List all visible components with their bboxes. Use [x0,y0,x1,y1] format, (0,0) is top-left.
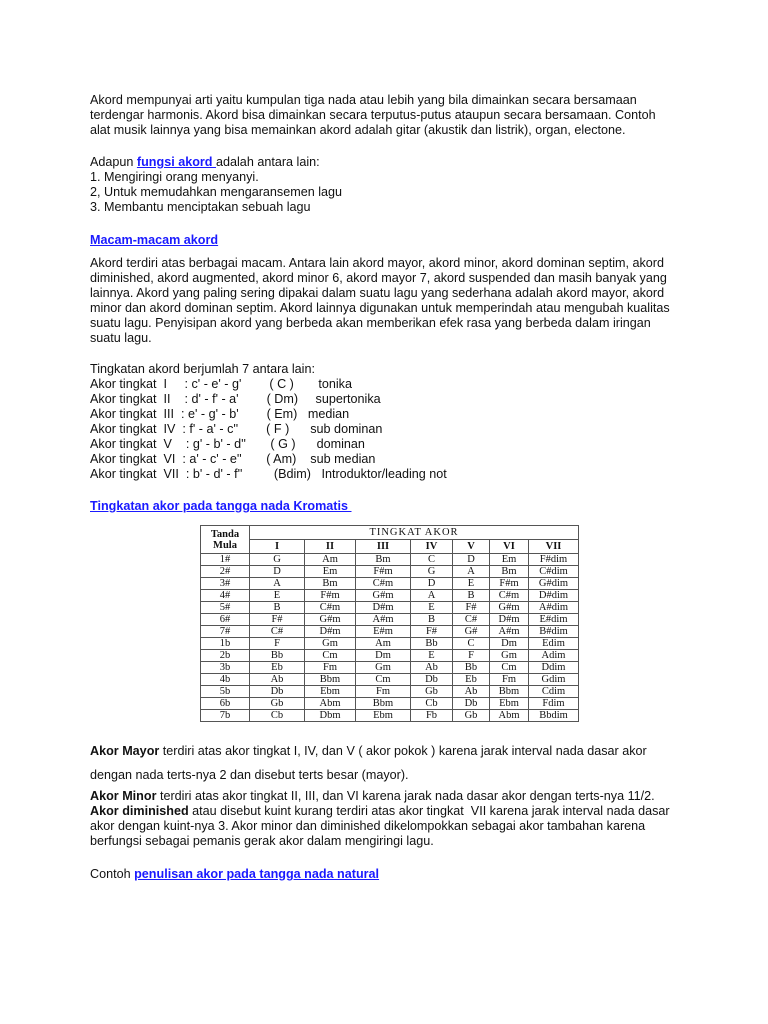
fungsi-item: 3. Membantu menciptakan sebuah lagu [90,200,311,214]
chord-cell: Gdim [529,674,579,686]
intro-line: Akord mempunyai arti yaitu kumpulan tiga nada atau lebih yang bila dimainkan secara bersamaan [90,93,637,107]
tanda-mula-cell: 1b [201,638,250,650]
chord-cell: B [453,590,490,602]
tanda-mula-cell: 2# [201,566,250,578]
column-header-row [201,540,579,554]
chord-cell: D [250,566,305,578]
chord-cell: Eb [453,674,490,686]
tingkatan-line: Akor tingkat VII : b' - d' - f'' (Bdim) Introduktor/leading not [90,467,447,481]
macam-line: suatu lagu. [90,331,152,345]
tanda-mula-cell: 5# [201,602,250,614]
chord-cell: E#dim [529,614,579,626]
chord-cell: B [411,614,453,626]
tingkatan-line: Akor tingkat V : g' - b' - d'' ( G ) dominan [90,437,365,451]
chord-cell: D#m [490,614,529,626]
chord-cell: Fm [305,662,356,674]
chord-cell: Bb [250,650,305,662]
chord-cell: E#m [356,626,411,638]
chord-cell: Cb [411,698,453,710]
chord-cell: Abm [305,698,356,710]
chord-cell: B#dim [529,626,579,638]
chord-cell: Bbm [490,686,529,698]
tanda-mula-cell: 4# [201,590,250,602]
kromatis-link[interactable]: Tingkatan akor pada tangga nada Kromatis [90,499,352,513]
tanda-label: Tanda [210,528,240,540]
chord-cell: Ab [250,674,305,686]
chord-cell: Cm [356,674,411,686]
tanda-mula-cell: 7# [201,626,250,638]
chord-cell: Bb [411,638,453,650]
chord-cell: D [411,578,453,590]
chord-cell: Ebm [305,686,356,698]
chord-cell: E [411,602,453,614]
chord-cell: Cb [250,710,305,722]
chord-cell: Bm [356,554,411,566]
chord-cell: C# [250,626,305,638]
chord-cell: Bm [305,578,356,590]
column-header: I [250,540,305,554]
chord-table [200,525,579,722]
diminished-line: berfungsi sebagai pemanis gerak akor dalam mengiringi lagu. [90,834,434,848]
table-row [201,578,579,590]
chord-cell: Bbm [356,698,411,710]
minor-line [90,789,670,804]
chord-cell: G [411,566,453,578]
fungsi-prefix: Adapun [90,155,137,169]
column-header: VII [529,540,579,554]
minor-paragraph [90,789,670,849]
chord-cell: Em [490,554,529,566]
chord-cell: Fdim [529,698,579,710]
intro-paragraph [90,93,656,138]
chord-cell: Db [411,674,453,686]
chord-cell: C#m [356,578,411,590]
chord-cell: C#m [490,590,529,602]
fungsi-akord-link[interactable]: fungsi akord [136,155,216,169]
chord-cell: Fb [411,710,453,722]
macam-line: lainnya. Akord yang paling sering dipakai dalam suatu lagu yang sederhana adalah akord mayor, akord [90,286,665,300]
tanda-mula-cell: 5b [201,686,250,698]
mayor-line: dengan nada terts-nya 2 dan disebut terts besar (mayor). [90,768,409,782]
chord-cell: G# [453,626,490,638]
table-row [201,686,579,698]
chord-cell: Bb [453,662,490,674]
chord-cell: Dm [356,650,411,662]
chord-cell: F#m [305,590,356,602]
diminished-line: akor dengan kuint-nya 3. Akor minor dan diminished dikelompokkan sebagai akor tambahan karena [90,819,646,833]
chord-cell: F#m [490,578,529,590]
column-header: IV [411,540,453,554]
table-row [201,566,579,578]
contoh-prefix: Contoh [90,867,135,881]
intro-line: alat musik lainnya yang bisa memainkan akord adalah gitar (akustik dan listrik), organ, electone. [90,123,626,137]
chord-cell: Ebm [490,698,529,710]
chord-cell: F# [411,626,453,638]
chord-cell: Gm [305,638,356,650]
tingkatan-line: Akor tingkat II : d' - f' - a' ( Dm) supertonika [90,392,381,406]
chord-cell: A [250,578,305,590]
chord-cell: Am [356,638,411,650]
macam-line: minor dan akord dominan septim. Akord lainnya digunakan untuk memperindah atau mengubah kualitas [90,301,670,315]
chord-cell: Eb [250,662,305,674]
table-row [201,710,579,722]
table-row [201,626,579,638]
mayor-line [90,744,647,759]
chord-cell: G#m [356,590,411,602]
chord-cell: C [411,554,453,566]
chord-cell: D [453,554,490,566]
tanda-mula-cell: 2b [201,650,250,662]
chord-cell: D#dim [529,590,579,602]
column-header: II [305,540,356,554]
contoh-line [90,867,379,882]
chord-cell: Bm [490,566,529,578]
table-row [201,662,579,674]
tingkatan-line: Akor tingkat I : c' - e' - g' ( C ) tonika [90,377,352,391]
tanda-mula-cell: 7b [201,710,250,722]
akor-diminished-term: Akor diminished [90,804,189,818]
chord-cell: D#m [356,602,411,614]
tanda-mula-header [201,526,250,554]
chord-cell: Gm [490,650,529,662]
chord-table-body [201,554,579,722]
macam-line: Akord terdiri atas berbagai macam. Antara lain akord mayor, akord minor, akord dominan septim, akord [90,256,664,270]
chord-cell: Dm [490,638,529,650]
chord-cell: Abm [490,710,529,722]
chord-cell: F#m [356,566,411,578]
chord-cell: Db [453,698,490,710]
chord-cell: F#dim [529,554,579,566]
tingkat-akor-header: TINGKAT AKOR [250,526,579,540]
fungsi-suffix: adalah antara lain: [216,155,320,169]
tanda-mula-cell: 6b [201,698,250,710]
column-header: V [453,540,490,554]
tingkatan-line: Akor tingkat IV : f' - a' - c'' ( F ) sub dominan [90,422,383,436]
mula-label: Mula [213,539,237,551]
chord-cell: Cm [305,650,356,662]
chord-cell: F# [453,602,490,614]
akor-mayor-term: Akor Mayor [90,744,160,758]
fungsi-item: 1. Mengiringi orang menyanyi. [90,170,259,184]
table-row [201,650,579,662]
tanda-mula-cell: 3# [201,578,250,590]
macam-paragraph [90,256,670,346]
tingkatan-list [90,362,447,482]
chord-cell: Adim [529,650,579,662]
kromatis-heading [90,499,352,514]
macam-akord-link[interactable]: Macam-macam akord [90,233,219,247]
chord-cell: Am [305,554,356,566]
chord-cell: G#dim [529,578,579,590]
table-row [201,698,579,710]
diminished-text: atau disebut kuint kurang terdiri atas akor tingkat VII karena jarak interval nada dasar [188,804,670,818]
chord-cell: C#m [305,602,356,614]
tingkatan-line: Akor tingkat III : e' - g' - b' ( Em) median [90,407,350,421]
table-row [201,602,579,614]
mayor-text: terdiri atas akor tingkat I, IV, dan V ( akor pokok ) karena jarak interval nada dasar akor [159,744,647,758]
chord-cell: A [411,590,453,602]
chord-cell: F# [250,614,305,626]
chord-cell: G#m [305,614,356,626]
chord-cell: Db [250,686,305,698]
chord-cell: Cm [490,662,529,674]
chord-cell: A#m [490,626,529,638]
tanda-mula-cell: 1# [201,554,250,566]
diminished-line [90,804,670,819]
chord-cell: A [453,566,490,578]
chord-cell: C# [453,614,490,626]
column-header: VI [490,540,529,554]
chord-cell: Fm [356,686,411,698]
fungsi-intro [90,155,342,170]
chord-cell: E [250,590,305,602]
intro-line: terdengar harmonis. Akord bisa dimainkan secara terputus-putus ataupun secara bersamaan. Contoh [90,108,656,122]
contoh-text [90,867,379,882]
chord-cell: Dbm [305,710,356,722]
chord-cell: F [250,638,305,650]
column-header: III [356,540,411,554]
chord-cell: Bbm [305,674,356,686]
fungsi-item: 2, Untuk memudahkan mengaransemen lagu [90,185,343,199]
chord-cell: G [250,554,305,566]
macam-heading [90,233,218,248]
chord-cell: E [411,650,453,662]
chord-cell: B [250,602,305,614]
penulisan-akor-link[interactable]: penulisan akor pada tangga nada natural [134,867,380,881]
tingkatan-intro: Tingkatan akord berjumlah 7 antara lain: [90,362,315,376]
chord-cell: Gb [250,698,305,710]
chord-cell: E [453,578,490,590]
akor-minor-term: Akor Minor [90,789,157,803]
fungsi-section [90,155,342,215]
table-row [201,590,579,602]
chord-cell: Gb [411,686,453,698]
chord-cell: Gm [356,662,411,674]
macam-line: suatu lagu. Penyisipan akord yang berbeda akan memberikan efek rasa yang berbeda dalam iringan [90,316,651,330]
chord-cell: Ab [411,662,453,674]
macam-line: diminished, akord augmented, akord minor 6, akord mayor 7, akord suspended dan masih banyak yang [90,271,667,285]
chord-cell: A#m [356,614,411,626]
mayor-paragraph [90,744,647,783]
chord-cell: Ddim [529,662,579,674]
chord-cell: Ebm [356,710,411,722]
chord-cell: Em [305,566,356,578]
table-row [201,614,579,626]
chord-cell: Fm [490,674,529,686]
chord-cell: Ab [453,686,490,698]
chord-cell: C [453,638,490,650]
chord-cell: C#dim [529,566,579,578]
chord-cell: F [453,650,490,662]
chord-cell: G#m [490,602,529,614]
chord-table-wrapper [200,525,579,722]
chord-cell: A#dim [529,602,579,614]
tanda-mula-cell: 6# [201,614,250,626]
chord-cell: Cdim [529,686,579,698]
minor-text: terdiri atas akor tingkat II, III, dan VI karena jarak nada dasar akor dengan terts-nya 11/2. [156,789,655,803]
chord-cell: Bbdim [529,710,579,722]
tanda-mula-cell: 4b [201,674,250,686]
table-row [201,638,579,650]
table-row [201,674,579,686]
chord-cell: Gb [453,710,490,722]
tingkatan-line: Akor tingkat VI : a' - c' - e'' ( Am) sub median [90,452,376,466]
tanda-mula-cell: 3b [201,662,250,674]
chord-cell: Edim [529,638,579,650]
chord-cell: D#m [305,626,356,638]
table-row [201,554,579,566]
